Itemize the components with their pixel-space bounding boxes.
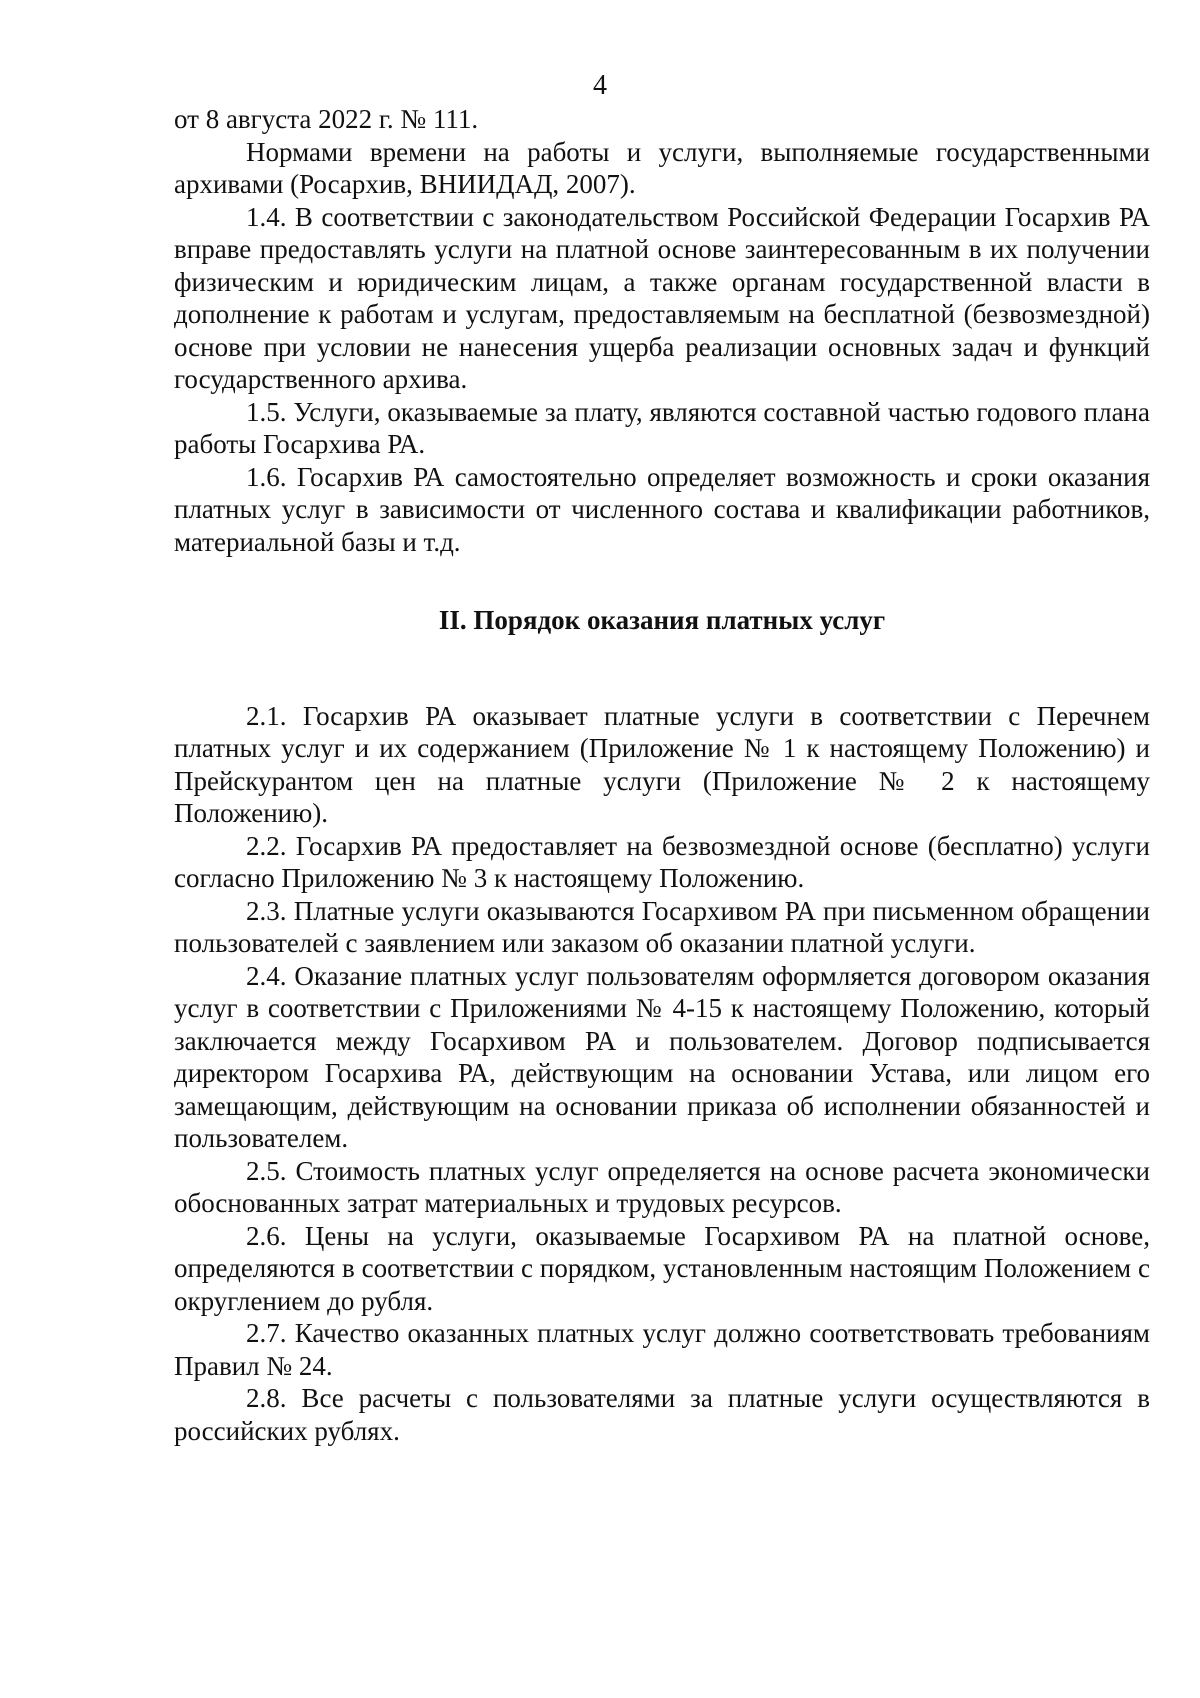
paragraph: 1.5. Услуги, оказываемые за плату, являются составной частью годового плана работы Госархива РА. [174,396,1150,459]
page-number: 4 [593,70,607,101]
section-heading: II. Порядок оказания платных услуг [438,605,886,635]
paragraph: 2.4. Оказание платных услуг пользователям оформляется договором оказания услуг в соответствии с Приложениями № 4-15 к настоящему Положению, который заключается между Госархивом РА и пользователем. Договор подписывается директором Госархива РА, действующим на основании Устава, или лицом его замещающим, действующим на основании приказа об исполнении обязанностей и пользователем. [174,960,1150,1153]
paragraphs-bottom [174,700,1150,1448]
paragraph: 2.2. Госархив РА предоставляет на безвозмездной основе (бесплатно) услуги согласно Приложению № 3 к настоящему Положению. [174,830,1150,893]
paragraph: 2.6. Цены на услуги, оказываемые Госархивом РА на платной основе, определяются в соответствии с порядком, установленным настоящим Положением с округлением до рубля. [174,1220,1150,1316]
paragraph: 2.7. Качество оказанных платных услуг должно соответствовать требованиям Правил № 24. [174,1318,1150,1381]
paragraph: 1.6. Госархив РА самостоятельно определяет возможность и сроки оказания платных услуг в зависимости от численного состава и квалификации работников, материальной базы и т.д. [174,461,1150,557]
document-body [174,103,1150,1447]
paragraph: 2.3. Платные услуги оказываются Госархивом РА при письменном обращении пользователей с заявлением или заказом об оказании платной услуги. [174,895,1150,958]
paragraph: от 8 августа 2022 г. № 111. [174,104,479,134]
paragraph: 1.4. В соответствии с законодательством Российской Федерации Госархив РА вправе предоставлять услуги на платной основе заинтересованным в их получении физическим и юридическим лицам, а также органам государственной власти в дополнение к работам и услугам, предоставляемым на бесплатной (безвозмездной) основе при условии не нанесения ущерба реализации основных задач и функций государственного архива. [174,201,1150,394]
paragraph: 2.8. Все расчеты с пользователями за платные услуги осуществляются в российских рублях. [174,1383,1150,1446]
paragraph: Нормами времени на работы и услуги, выполняемые государственными архивами (Росархив, ВНИИДАД, 2007). [174,136,1150,199]
paragraph: 2.1. Госархив РА оказывает платные услуги в соответствии с Перечнем платных услуг и их содержанием (Приложение № 1 к настоящему Положению) и Прейскурантом цен на платные услуги (Приложение № 2 к настоящему Положению). [174,700,1150,828]
paragraphs-top [174,103,1150,558]
paragraph: 2.5. Стоимость платных услуг определяется на основе расчета экономически обоснованных затрат материальных и трудовых ресурсов. [174,1155,1150,1218]
